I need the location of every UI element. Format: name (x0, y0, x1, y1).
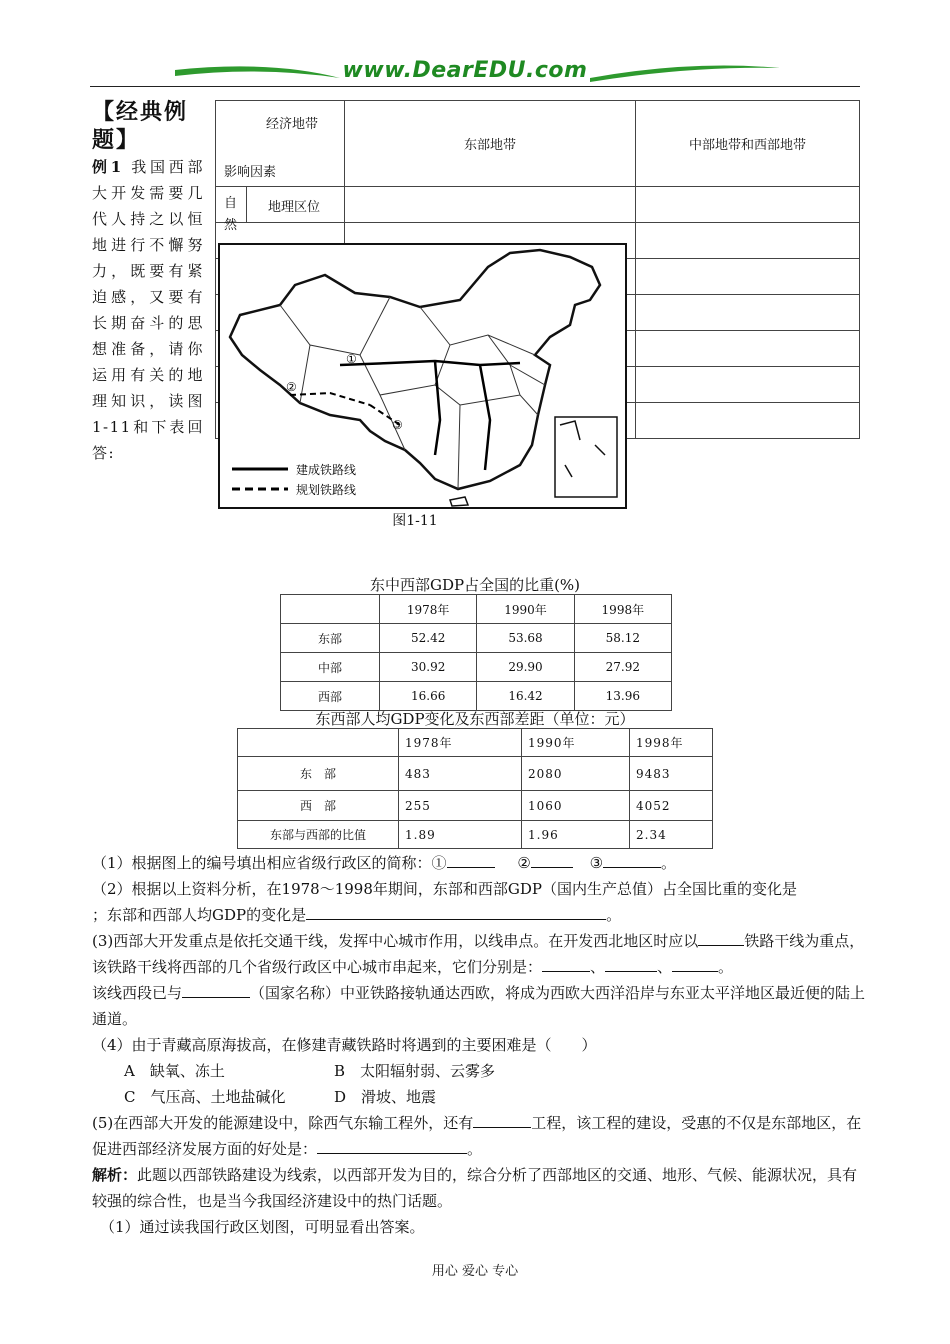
col-east: 东部地带 (345, 101, 636, 187)
table-row (281, 595, 672, 624)
table-row (238, 791, 713, 821)
answer-blank[interactable] (605, 955, 657, 972)
year-header: 1990年 (477, 595, 574, 624)
corner-top: 经济地带 (266, 117, 319, 132)
table-row (281, 653, 672, 682)
section-title: 【经典例题】 (92, 99, 189, 153)
answer-blank[interactable] (447, 851, 495, 868)
row-label: 中部 (281, 653, 380, 682)
china-outline (230, 250, 600, 489)
right-swoosh (590, 66, 780, 82)
year-header: 1978年 (380, 595, 477, 624)
row-label: 东部与西部的比值 (238, 821, 399, 849)
option-d[interactable]: D 滑坡、地震 (334, 1088, 437, 1106)
corner-cell (216, 101, 345, 187)
option-a[interactable]: A 缺氧、冻土 (124, 1062, 225, 1080)
group-label: 自然 (224, 196, 238, 233)
year-header: 1990年 (522, 729, 630, 757)
footer: 用心 爱心 专心 (431, 1264, 519, 1279)
south-sea-inset (555, 417, 617, 497)
marker-3: ③ (392, 418, 403, 432)
map-drawing (220, 245, 625, 507)
answer-blank[interactable] (542, 955, 590, 972)
col-midwest: 中部地带和西部地带 (636, 101, 860, 187)
example-prompt (92, 154, 204, 466)
question-2b: ；东部和西部人均GDP的变化是 。 (92, 902, 870, 928)
cell-value: 27.92 (574, 653, 671, 682)
question-3c: 该线西段已与 （国家名称）中亚铁路接轨通达西欧，将成为西欧大西洋沿岸与东亚太平洋地区最近便的陆上通道。 (92, 980, 870, 1032)
planned-railway (290, 393, 400, 425)
example-label: 例1 (92, 158, 123, 176)
answer-blank[interactable] (182, 981, 250, 998)
cell-value: 53.68 (477, 624, 574, 653)
table-row (238, 729, 713, 757)
province-lines (280, 297, 545, 489)
answer-blank[interactable] (603, 851, 661, 868)
legend-built-label: 建成铁路线 (296, 463, 357, 477)
cell-value: 483 (399, 757, 522, 791)
gdp-share-table (280, 594, 672, 711)
cell-value: 4052 (630, 791, 713, 821)
answer-blank[interactable] (306, 903, 606, 920)
site-logo[interactable]: www.DearEDU.com (342, 58, 588, 83)
questions (92, 850, 870, 1240)
marker-2: ② (286, 380, 297, 394)
answer-blank[interactable] (698, 929, 744, 946)
cell-value: 58.12 (574, 624, 671, 653)
row-label: 西部 (281, 682, 380, 711)
cell-value: 16.42 (477, 682, 574, 711)
cell-value: 13.96 (574, 682, 671, 711)
cell-value: 9483 (630, 757, 713, 791)
corner-bottom: 影响因素 (224, 165, 277, 180)
year-header: 1998年 (630, 729, 713, 757)
options-row-1 (92, 1058, 870, 1084)
option-b[interactable]: B 太阳辐射弱、云雾多 (334, 1062, 496, 1080)
option-c[interactable]: C 气压高、土地盐碱化 (124, 1088, 286, 1106)
map-caption: 图1-11 (392, 513, 438, 529)
table1-title: 东中西部GDP占全国的比重(%) (369, 576, 581, 594)
marker-1: ① (346, 352, 357, 366)
cell-value: 16.66 (380, 682, 477, 711)
table2-title: 东西部人均GDP变化及东西部差距（单位：元） (315, 710, 635, 728)
question-2: （2）根据以上资料分析，在1978～1998年期间，东部和西部GDP（国内生产总值）占全国比重的变化是 (92, 880, 797, 898)
cell-value: 2.34 (630, 821, 713, 849)
header-rule (90, 86, 860, 87)
island-hainan (450, 497, 468, 506)
row1-label: 地理区位 (268, 200, 321, 215)
cell-value: 1.89 (399, 821, 522, 849)
row-label: 东部 (281, 624, 380, 653)
cell-value: 255 (399, 791, 522, 821)
year-header: 1998年 (574, 595, 671, 624)
legend-planned-label: 规划铁路线 (296, 483, 357, 497)
cell-value: 2080 (522, 757, 630, 791)
answer-blank[interactable] (531, 851, 573, 868)
question-4: （4）由于青藏高原海拔高，在修建青藏铁路时将遇到的主要困难是（ ） (92, 1036, 597, 1054)
answer-1: （1）通过读我国行政区划图，可明显看出答案。 (100, 1218, 425, 1236)
gdp-per-capita-table (237, 728, 713, 849)
analysis: 解析：此题以西部铁路建设为线索，以西部开发为目的，综合分析了西部地区的交通、地形、气候、能源状况，具有较强的综合性，也是当今我国经济建设中的热门话题。 (92, 1166, 858, 1210)
example-body: 我国西部大开发需要几代人持之以恒地进行不懈努力，既要有紧迫感，又要有长期奋斗的思想准备，请你运用有关的地理知识，读图1-11和下表回答: (92, 158, 204, 462)
inset-coast (560, 421, 605, 477)
table-row (281, 624, 672, 653)
row-label: 西 部 (238, 791, 399, 821)
answer-blank[interactable] (317, 1137, 467, 1154)
cell-value: 52.42 (380, 624, 477, 653)
year-header: 1978年 (399, 729, 522, 757)
question-1: （1）根据图上的编号填出相应省级行政区的简称：① ② ③ 。 (92, 850, 870, 876)
row-label: 东 部 (238, 757, 399, 791)
question-5: (5)在西部大开发的能源建设中，除西气东输工程外，还有 工程，该工程的建设，受惠的不仅是东部地区，在促进西部经济发展方面的好处是： 。 (92, 1110, 870, 1162)
row-location (216, 187, 345, 233)
options-row-2 (92, 1084, 870, 1110)
table-row (238, 821, 713, 849)
cell-value: 1.96 (522, 821, 630, 849)
built-railway (340, 361, 520, 470)
left-swoosh (175, 66, 340, 78)
answer-blank[interactable] (473, 1111, 531, 1128)
question-3: (3)西部大开发重点是依托交通干线，发挥中心城市作用，以线串点。在开发西北地区时应以 铁路干线为重点，该铁路干线将西部的几个省级行政区中心城市串起来，它们分别是： 、 、 。 (92, 928, 870, 980)
table-row (281, 682, 672, 711)
answer-blank[interactable] (672, 955, 718, 972)
cell-east-1 (345, 187, 636, 223)
cell-value: 1060 (522, 791, 630, 821)
table-row (238, 757, 713, 791)
cell-value: 29.90 (477, 653, 574, 682)
china-map (218, 243, 627, 509)
cell-value: 30.92 (380, 653, 477, 682)
cell-mw-1 (636, 187, 860, 223)
